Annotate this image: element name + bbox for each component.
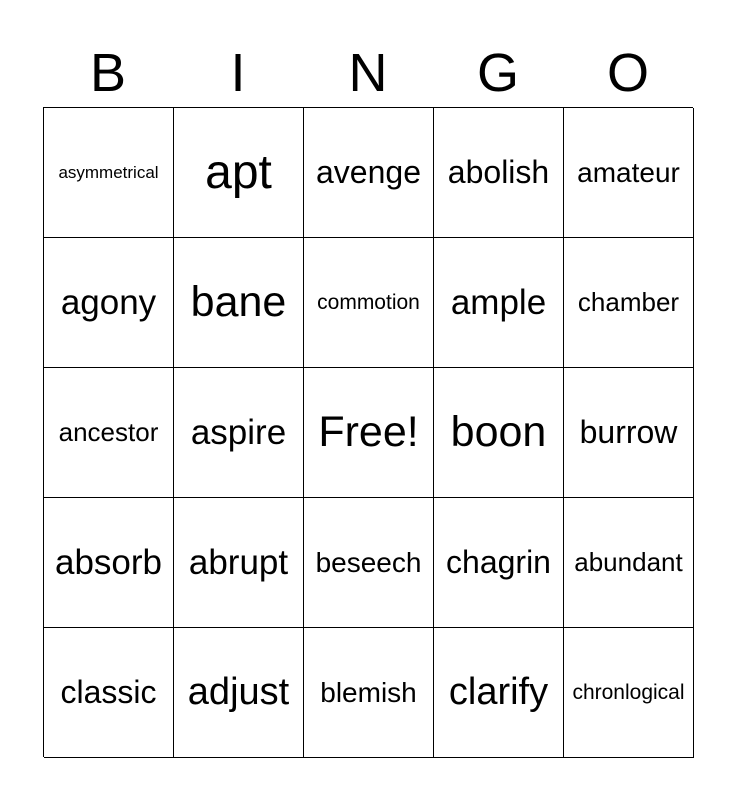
bingo-cell[interactable]: chronlogical — [564, 628, 694, 758]
bingo-cell[interactable]: bane — [174, 238, 304, 368]
bingo-cell[interactable]: boon — [434, 368, 564, 498]
bingo-cell[interactable]: amateur — [564, 108, 694, 238]
header-letter-i: I — [230, 43, 246, 103]
bingo-cell[interactable]: beseech — [304, 498, 434, 628]
bingo-cell[interactable]: commotion — [304, 238, 434, 368]
bingo-cell[interactable]: clarify — [434, 628, 564, 758]
header-letter-o: O — [606, 43, 649, 103]
bingo-cell[interactable]: burrow — [564, 368, 694, 498]
bingo-cell[interactable]: adjust — [174, 628, 304, 758]
bingo-cell[interactable]: blemish — [304, 628, 434, 758]
bingo-cell[interactable]: agony — [44, 238, 174, 368]
bingo-cell[interactable]: asymmetrical — [44, 108, 174, 238]
free-space[interactable]: Free! — [304, 368, 434, 498]
bingo-grid — [43, 107, 693, 757]
bingo-cell[interactable]: abolish — [434, 108, 564, 238]
bingo-cell[interactable]: abundant — [564, 498, 694, 628]
bingo-cell[interactable]: apt — [174, 108, 304, 238]
bingo-cell[interactable]: absorb — [44, 498, 174, 628]
header-letter-n: N — [348, 43, 388, 103]
bingo-header — [43, 40, 693, 106]
bingo-cell[interactable]: abrupt — [174, 498, 304, 628]
header-letter-g: G — [476, 43, 519, 103]
bingo-cell[interactable]: avenge — [304, 108, 434, 238]
bingo-cell[interactable]: aspire — [174, 368, 304, 498]
bingo-cell[interactable]: classic — [44, 628, 174, 758]
bingo-cell[interactable]: ample — [434, 238, 564, 368]
bingo-cell[interactable]: ancestor — [44, 368, 174, 498]
bingo-cell[interactable]: chagrin — [434, 498, 564, 628]
header-letter-b: B — [89, 43, 127, 103]
bingo-cell[interactable]: chamber — [564, 238, 694, 368]
